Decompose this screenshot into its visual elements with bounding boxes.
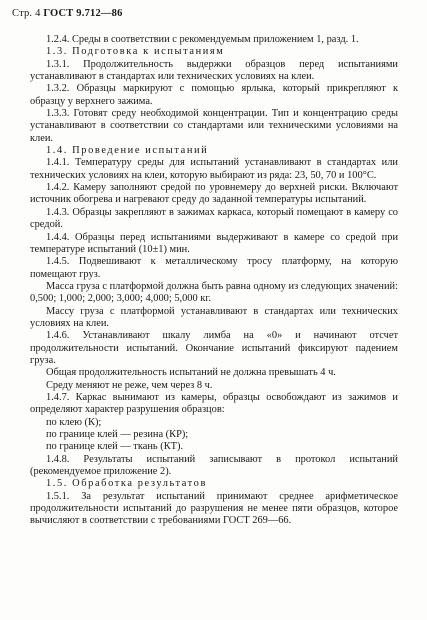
section-heading: 1.5. Обработка результатов [46,478,207,490]
paragraph: по границе клей — ткань (КТ). [46,441,184,453]
paragraph: Среду меняют не реже, чем через 8 ч. [46,379,213,391]
paragraph: 1.4.3. Образцы закрепляют в зажимах каркаса, который помещают в камеру со средой. [30,206,398,231]
paragraph: 1.2.4. Среды в соответствии с рекомендуемым приложением 1, разд. 1. [46,34,359,45]
paragraph: Масса груза с платформой должна быть равна одному из следующих значений: 0,500; 1,000; 2,000; 3,000; 4,000; 5,000 кг. [30,280,398,305]
paragraph: 1.4.6. Устанавливают шкалу лимба на «0» и начинают отсчет продолжительности испытаний. Окончание испытаний фиксируют падением груза. [30,330,398,366]
paragraph: Общая продолжительность испытаний не должна превышать 4 ч. [46,367,336,379]
standard-designation: ГОСТ 9.712—86 [43,8,123,19]
paragraph: 1.4.2. Камеру заполняют средой по уровнемеру до верхней риски. Включают источник обогрева и нагревают среду до заданной температуры испытаний. [30,182,398,206]
paragraph: 1.5.1. За результат испытаний принимают среднее арифметическое продолжительности испытаний до разрушения не менее пяти образцов, которое вычисляют в соответствии с требованиями ГОСТ 269—66. [30,490,398,527]
paragraph: 1.3.2. Образцы маркируют с помощью ярлыка, который прикрепляют к образцу у верхнего зажима. [30,83,398,107]
document-body [30,34,398,528]
paragraph: 1.3.1. Продолжительность выдержки образцов перед испытаниями устанавливают в стандартах или технических условиях на клеи. [30,58,398,83]
paragraph: 1.4.5. Подвешивают к металлическому тросу платформу, на которую помещают груз. [30,256,398,280]
paragraph: 1.4.1. Температуру среды для испытаний устанавливают в стандартах или технических условиях на клеи, которую выбирают из ряда: 23, 50, 70 и 100°С. [30,157,398,181]
paragraph: по клею (К); [46,416,102,428]
section-heading: 1.4. Проведение испытаний [46,145,209,157]
paragraph: Массу груза с платформой устанавливают в стандартах или технических условиях на клеи. [30,305,398,329]
paragraph: 1.4.4. Образцы перед испытаниями выдерживают в камере со средой при температуре испытаний (10±1) мин. [30,231,398,255]
section-heading: 1.3. Подготовка к испытаниям [46,46,225,58]
paragraph: по границе клей — резина (КР); [46,429,189,440]
paragraph: 1.4.8. Результаты испытаний записывают в протокол испытаний (рекомендуемое приложение 2). [30,453,398,478]
page-header [12,8,123,19]
paragraph: 1.3.3. Готовят среду необходимой концентрации. Тип и концентрацию среды устанавливают в соответствии со стандартами или техническими условиями на клеи. [30,108,398,144]
paragraph: 1.4.7. Каркас вынимают из камеры, образцы освобождают из зажимов и определяют характер разрушения образцов: [30,391,398,416]
page-number: Стр. 4 [12,8,41,19]
